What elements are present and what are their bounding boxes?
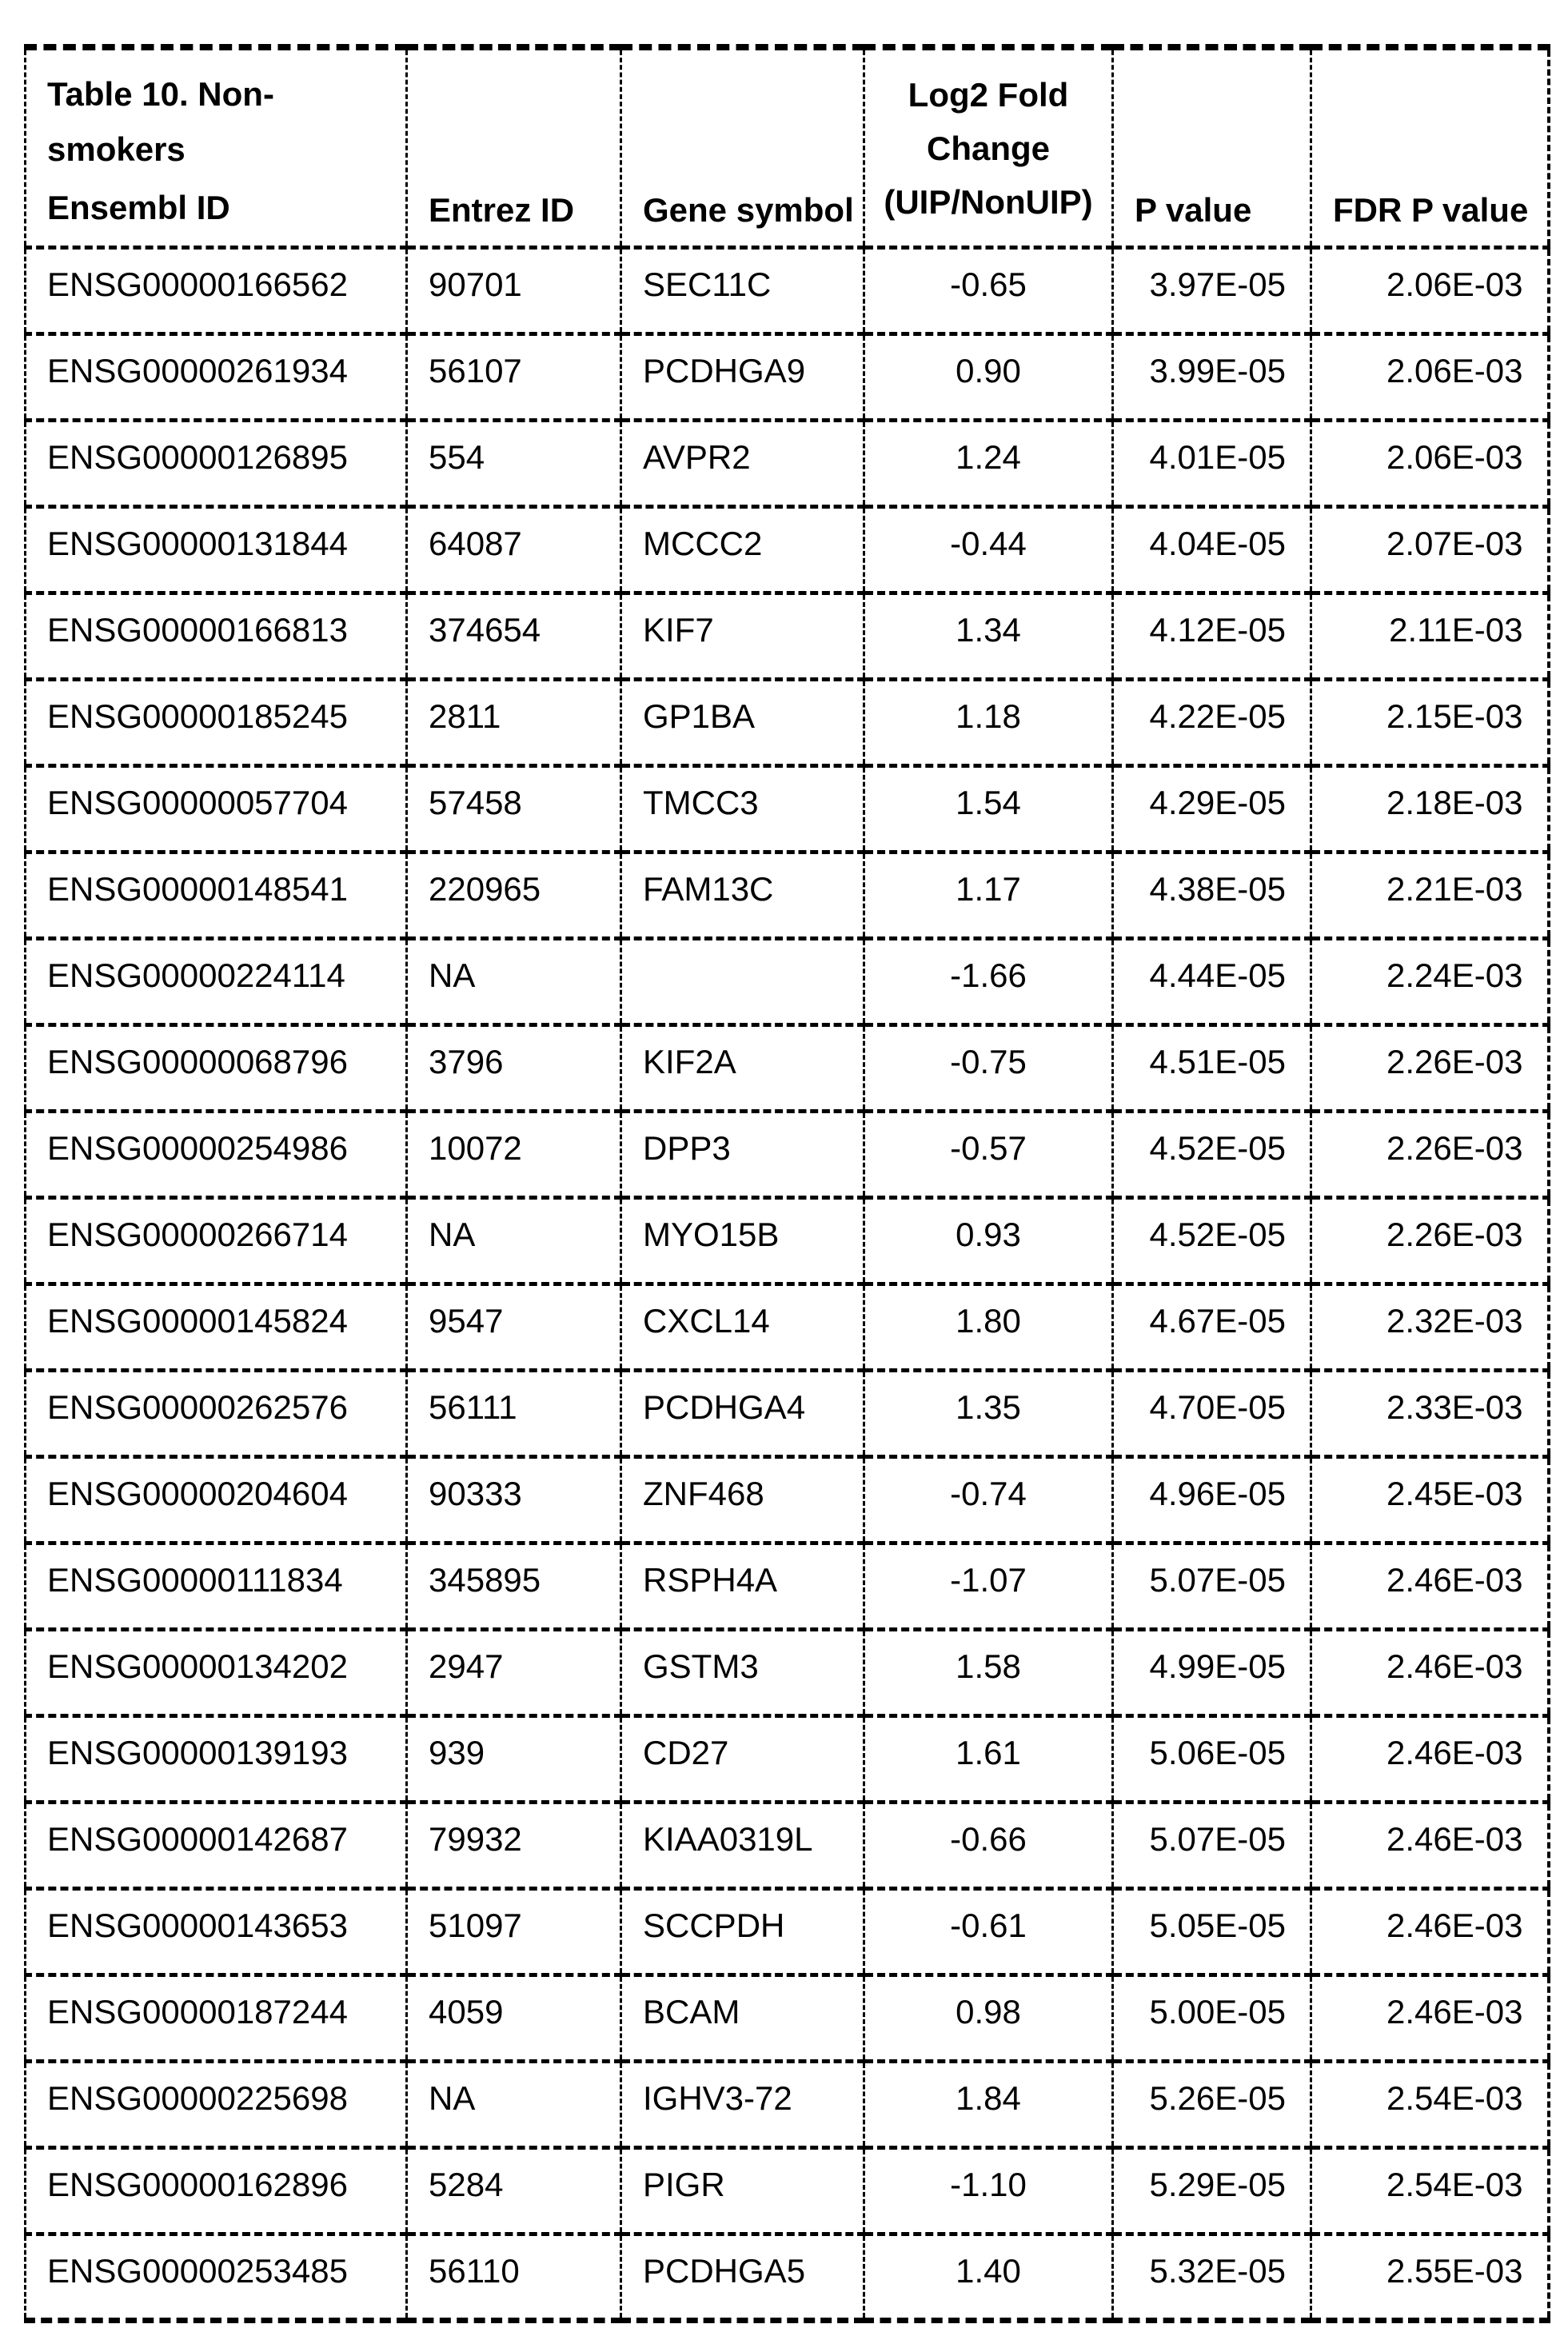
cell-log2-fold-change: -0.75 (864, 1024, 1113, 1111)
cell-gene-symbol: KIAA0319L (621, 1802, 864, 1888)
cell-log2-fold-change: -0.61 (864, 1888, 1113, 1975)
header-cell-gene-symbol (621, 47, 864, 247)
cell-ensembl-id: ENSG00000068796 (26, 1024, 407, 1111)
table-row (26, 1284, 1549, 1370)
cell-log2-fold-change: -0.65 (864, 247, 1113, 333)
cell-log2-fold-change: 1.18 (864, 679, 1113, 765)
cell-fdr-p-value: 2.06E-03 (1311, 247, 1549, 333)
cell-p-value: 4.04E-05 (1113, 506, 1311, 593)
cell-p-value: 5.07E-05 (1113, 1543, 1311, 1629)
table-row (26, 1197, 1549, 1284)
cell-entrez-id: NA (407, 938, 621, 1024)
table-row (26, 420, 1549, 506)
cell-log2-fold-change: 0.98 (864, 1975, 1113, 2061)
cell-log2-fold-change: 1.35 (864, 1370, 1113, 1456)
cell-p-value: 5.32E-05 (1113, 2234, 1311, 2320)
cell-gene-symbol: PCDHGA5 (621, 2234, 864, 2320)
cell-entrez-id: 90701 (407, 247, 621, 333)
cell-p-value: 3.97E-05 (1113, 247, 1311, 333)
cell-ensembl-id: ENSG00000126895 (26, 420, 407, 506)
cell-log2-fold-change: -0.44 (864, 506, 1113, 593)
table-row (26, 765, 1549, 852)
table-caption-line2: smokers (47, 130, 186, 169)
cell-entrez-id: 56110 (407, 2234, 621, 2320)
cell-gene-symbol: GSTM3 (621, 1629, 864, 1715)
cell-gene-symbol: KIF7 (621, 593, 864, 679)
cell-ensembl-id: ENSG00000262576 (26, 1370, 407, 1456)
cell-ensembl-id: ENSG00000145824 (26, 1284, 407, 1370)
table-row (26, 1370, 1549, 1456)
cell-fdr-p-value: 2.06E-03 (1311, 333, 1549, 420)
cell-ensembl-id: ENSG00000139193 (26, 1715, 407, 1802)
column-header-log2-line1: Log2 Fold (908, 75, 1069, 114)
cell-p-value: 4.01E-05 (1113, 420, 1311, 506)
cell-ensembl-id: ENSG00000204604 (26, 1456, 407, 1543)
cell-ensembl-id: ENSG00000254986 (26, 1111, 407, 1197)
cell-fdr-p-value: 2.45E-03 (1311, 1456, 1549, 1543)
header-cell-p-value (1113, 47, 1311, 247)
table-row (26, 2147, 1549, 2234)
cell-log2-fold-change: 0.93 (864, 1197, 1113, 1284)
cell-fdr-p-value: 2.54E-03 (1311, 2061, 1549, 2147)
results-table (24, 44, 1550, 2323)
cell-fdr-p-value: 2.46E-03 (1311, 1802, 1549, 1888)
table-row (26, 2061, 1549, 2147)
column-header-log2-line3: (UIP/NonUIP) (884, 183, 1093, 222)
cell-ensembl-id: ENSG00000166813 (26, 593, 407, 679)
cell-gene-symbol: KIF2A (621, 1024, 864, 1111)
cell-entrez-id: 9547 (407, 1284, 621, 1370)
table-row (26, 333, 1549, 420)
cell-ensembl-id: ENSG00000224114 (26, 938, 407, 1024)
cell-gene-symbol: RSPH4A (621, 1543, 864, 1629)
cell-gene-symbol: AVPR2 (621, 420, 864, 506)
cell-fdr-p-value: 2.46E-03 (1311, 1715, 1549, 1802)
cell-gene-symbol: SCCPDH (621, 1888, 864, 1975)
cell-fdr-p-value: 2.11E-03 (1311, 593, 1549, 679)
cell-p-value: 4.12E-05 (1113, 593, 1311, 679)
cell-log2-fold-change: 1.54 (864, 765, 1113, 852)
cell-gene-symbol: SEC11C (621, 247, 864, 333)
cell-log2-fold-change: -0.74 (864, 1456, 1113, 1543)
table-row (26, 1024, 1549, 1111)
cell-entrez-id: 51097 (407, 1888, 621, 1975)
cell-fdr-p-value: 2.21E-03 (1311, 852, 1549, 938)
cell-ensembl-id: ENSG00000162896 (26, 2147, 407, 2234)
cell-gene-symbol: PIGR (621, 2147, 864, 2234)
cell-gene-symbol: FAM13C (621, 852, 864, 938)
cell-fdr-p-value: 2.46E-03 (1311, 1888, 1549, 1975)
cell-gene-symbol: PCDHGA9 (621, 333, 864, 420)
cell-ensembl-id: ENSG00000131844 (26, 506, 407, 593)
cell-p-value: 4.51E-05 (1113, 1024, 1311, 1111)
cell-fdr-p-value: 2.06E-03 (1311, 420, 1549, 506)
table-row (26, 938, 1549, 1024)
cell-p-value: 4.52E-05 (1113, 1197, 1311, 1284)
table-row (26, 1715, 1549, 1802)
cell-gene-symbol (621, 938, 864, 1024)
cell-entrez-id: 90333 (407, 1456, 621, 1543)
table-header-row (26, 47, 1549, 247)
cell-ensembl-id: ENSG00000185245 (26, 679, 407, 765)
cell-gene-symbol: GP1BA (621, 679, 864, 765)
table-row (26, 1888, 1549, 1975)
cell-ensembl-id: ENSG00000142687 (26, 1802, 407, 1888)
cell-log2-fold-change: 1.80 (864, 1284, 1113, 1370)
cell-p-value: 3.99E-05 (1113, 333, 1311, 420)
cell-entrez-id: NA (407, 1197, 621, 1284)
cell-log2-fold-change: 0.90 (864, 333, 1113, 420)
table-caption-line1: Table 10. Non- (47, 75, 274, 113)
cell-fdr-p-value: 2.24E-03 (1311, 938, 1549, 1024)
cell-p-value: 5.07E-05 (1113, 1802, 1311, 1888)
cell-ensembl-id: ENSG00000057704 (26, 765, 407, 852)
header-cell-entrez-id (407, 47, 621, 247)
cell-fdr-p-value: 2.46E-03 (1311, 1629, 1549, 1715)
column-header-ensembl-id: Ensembl ID (47, 188, 230, 226)
cell-fdr-p-value: 2.26E-03 (1311, 1024, 1549, 1111)
cell-entrez-id: 3796 (407, 1024, 621, 1111)
cell-fdr-p-value: 2.55E-03 (1311, 2234, 1549, 2320)
cell-fdr-p-value: 2.32E-03 (1311, 1284, 1549, 1370)
cell-log2-fold-change: 1.58 (864, 1629, 1113, 1715)
cell-log2-fold-change: 1.61 (864, 1715, 1113, 1802)
cell-entrez-id: 4059 (407, 1975, 621, 2061)
cell-ensembl-id: ENSG00000148541 (26, 852, 407, 938)
cell-ensembl-id: ENSG00000166562 (26, 247, 407, 333)
cell-log2-fold-change: 1.40 (864, 2234, 1113, 2320)
table-row (26, 506, 1549, 593)
column-header-p-value: P value (1135, 190, 1252, 229)
cell-fdr-p-value: 2.26E-03 (1311, 1111, 1549, 1197)
cell-ensembl-id: ENSG00000225698 (26, 2061, 407, 2147)
header-cell-ensembl-id (26, 47, 407, 247)
table-row (26, 1543, 1549, 1629)
header-cell-log2-fold-change (864, 47, 1113, 247)
cell-p-value: 5.00E-05 (1113, 1975, 1311, 2061)
cell-p-value: 4.22E-05 (1113, 679, 1311, 765)
cell-entrez-id: 79932 (407, 1802, 621, 1888)
cell-entrez-id: 2811 (407, 679, 621, 765)
cell-fdr-p-value: 2.15E-03 (1311, 679, 1549, 765)
cell-p-value: 4.99E-05 (1113, 1629, 1311, 1715)
cell-entrez-id: 56107 (407, 333, 621, 420)
cell-p-value: 4.67E-05 (1113, 1284, 1311, 1370)
cell-p-value: 4.70E-05 (1113, 1370, 1311, 1456)
cell-gene-symbol: CD27 (621, 1715, 864, 1802)
table-row (26, 1456, 1549, 1543)
cell-ensembl-id: ENSG00000187244 (26, 1975, 407, 2061)
cell-entrez-id: 57458 (407, 765, 621, 852)
table-row (26, 679, 1549, 765)
cell-entrez-id: 220965 (407, 852, 621, 938)
table-row (26, 852, 1549, 938)
cell-p-value: 4.38E-05 (1113, 852, 1311, 938)
cell-gene-symbol: BCAM (621, 1975, 864, 2061)
cell-log2-fold-change: 1.84 (864, 2061, 1113, 2147)
cell-entrez-id: 554 (407, 420, 621, 506)
column-header-fdr-p-value: FDR P value (1333, 190, 1529, 229)
cell-log2-fold-change: 1.34 (864, 593, 1113, 679)
cell-ensembl-id: ENSG00000143653 (26, 1888, 407, 1975)
cell-fdr-p-value: 2.18E-03 (1311, 765, 1549, 852)
cell-p-value: 5.06E-05 (1113, 1715, 1311, 1802)
table-caption (47, 66, 397, 178)
table-row (26, 1802, 1549, 1888)
column-header-entrez-id: Entrez ID (429, 190, 575, 229)
cell-p-value: 4.29E-05 (1113, 765, 1311, 852)
cell-p-value: 5.29E-05 (1113, 2147, 1311, 2234)
cell-entrez-id: 64087 (407, 506, 621, 593)
cell-log2-fold-change: -1.10 (864, 2147, 1113, 2234)
cell-log2-fold-change: -1.07 (864, 1543, 1113, 1629)
cell-entrez-id: 2947 (407, 1629, 621, 1715)
cell-log2-fold-change: -0.57 (864, 1111, 1113, 1197)
cell-log2-fold-change: 1.17 (864, 852, 1113, 938)
cell-fdr-p-value: 2.07E-03 (1311, 506, 1549, 593)
cell-p-value: 5.26E-05 (1113, 2061, 1311, 2147)
cell-entrez-id: 56111 (407, 1370, 621, 1456)
cell-entrez-id: 10072 (407, 1111, 621, 1197)
column-header-gene-symbol: Gene symbol (643, 190, 854, 229)
table-row (26, 1111, 1549, 1197)
cell-gene-symbol: ZNF468 (621, 1456, 864, 1543)
table-row (26, 2234, 1549, 2320)
cell-gene-symbol: MCCC2 (621, 506, 864, 593)
table-row (26, 1629, 1549, 1715)
cell-gene-symbol: DPP3 (621, 1111, 864, 1197)
cell-gene-symbol: CXCL14 (621, 1284, 864, 1370)
cell-entrez-id: 939 (407, 1715, 621, 1802)
table-row (26, 1975, 1549, 2061)
cell-entrez-id: 5284 (407, 2147, 621, 2234)
cell-log2-fold-change: -0.66 (864, 1802, 1113, 1888)
table-row (26, 247, 1549, 333)
cell-fdr-p-value: 2.26E-03 (1311, 1197, 1549, 1284)
cell-fdr-p-value: 2.46E-03 (1311, 1543, 1549, 1629)
cell-gene-symbol: IGHV3-72 (621, 2061, 864, 2147)
cell-fdr-p-value: 2.33E-03 (1311, 1370, 1549, 1456)
cell-gene-symbol: TMCC3 (621, 765, 864, 852)
cell-entrez-id: 345895 (407, 1543, 621, 1629)
cell-ensembl-id: ENSG00000261934 (26, 333, 407, 420)
cell-log2-fold-change: 1.24 (864, 420, 1113, 506)
cell-ensembl-id: ENSG00000266714 (26, 1197, 407, 1284)
cell-fdr-p-value: 2.46E-03 (1311, 1975, 1549, 2061)
cell-p-value: 4.52E-05 (1113, 1111, 1311, 1197)
cell-entrez-id: 374654 (407, 593, 621, 679)
cell-gene-symbol: MYO15B (621, 1197, 864, 1284)
header-cell-fdr-p-value (1311, 47, 1549, 247)
table-body (26, 247, 1549, 2320)
table-row (26, 593, 1549, 679)
cell-ensembl-id: ENSG00000111834 (26, 1543, 407, 1629)
cell-p-value: 5.05E-05 (1113, 1888, 1311, 1975)
cell-entrez-id: NA (407, 2061, 621, 2147)
column-header-log2-line2: Change (926, 130, 1050, 168)
cell-log2-fold-change: -1.66 (864, 938, 1113, 1024)
cell-ensembl-id: ENSG00000134202 (26, 1629, 407, 1715)
cell-fdr-p-value: 2.54E-03 (1311, 2147, 1549, 2234)
cell-ensembl-id: ENSG00000253485 (26, 2234, 407, 2320)
cell-p-value: 4.96E-05 (1113, 1456, 1311, 1543)
cell-gene-symbol: PCDHGA4 (621, 1370, 864, 1456)
cell-p-value: 4.44E-05 (1113, 938, 1311, 1024)
